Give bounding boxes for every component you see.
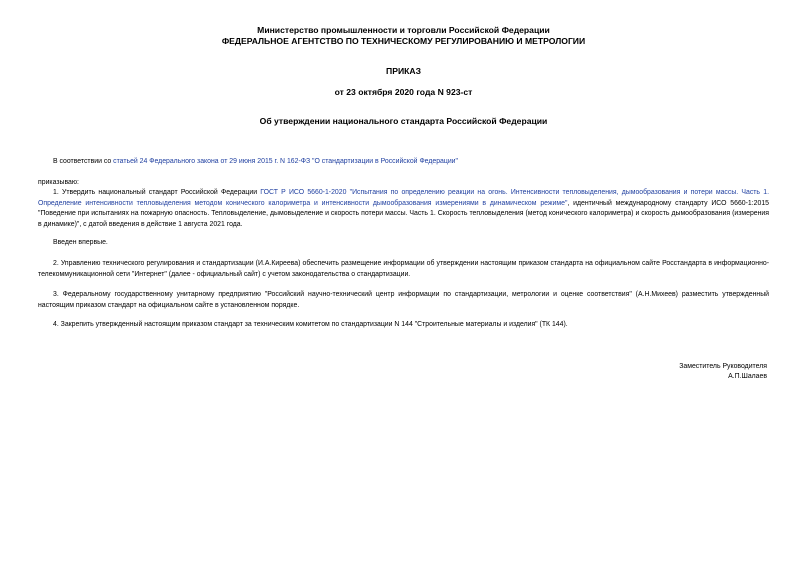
preamble-prefix: В соответствии со	[53, 158, 114, 165]
first-time-note: Введен впервые.	[53, 239, 108, 246]
law-link[interactable]: статьей 24 Федерального закона от 29 июня 2015 г. N 162-ФЗ "О стандартизации в Российской Федерации"	[113, 158, 458, 165]
item-3-paragraph: 3. Федеральному государственному унитарному предприятию "Российский научно-технический центр информации по стандартизации, метрологии и оценке соответствия" (А.Н.Михеев) разместить утвержденный настоящим приказом стандарт на официальном сайте в установленном порядке.	[38, 291, 769, 309]
signatory-name: А.П.Шалаев	[728, 373, 767, 380]
doc-subject: Об утверждении национального стандарта Российской Федерации	[259, 116, 548, 126]
signatory-position: Заместитель Руководителя	[679, 363, 767, 370]
date-number: от 23 октября 2020 года N 923-ст	[334, 87, 473, 97]
standard-link[interactable]: ГОСТ Р ИСО 5660-1-2020 "Испытания по определению реакции на огонь. Интенсивности тепловыделения, дымообразования и потери массы. Часть 1. Определение интенсивности тепловыделения методом конического калориметра и интенсивности дымообразования измерениями в динамическом режиме"	[38, 189, 769, 207]
doc-type: ПРИКАЗ	[386, 66, 421, 76]
item-4-paragraph: 4. Закрепить утвержденный настоящим приказом стандарт за техническим комитетом по стандартизации N 144 "Строительные материалы и изделия" (ТК 144).	[53, 321, 568, 328]
preamble-paragraph	[38, 157, 769, 168]
item-1-paragraph	[38, 188, 769, 230]
item-1-suffix: , идентичный международному стандарту ИСО 5660-1:2015 "Поведение при испытаниях на пожарную опасность. Тепловыделение, дымовыделение и скорость потери массы. Часть 1. Скорость тепловыделения (метод конического калориметра) и скорость дымообразования (измерения в динамике)", с датой введения в действие 1 августа 2021 года.	[38, 199, 769, 228]
item-2-paragraph: 2. Управлению технического регулирования и стандартизации (И.А.Киреева) обеспечить размещение информации об утверждении настоящим приказом стандарта на официальном сайте Росстандарта в информационно-телекоммуникационной сети "Интернет" (далее - официальный сайт) с учетом законодательства о стандартизации.	[38, 260, 769, 278]
order-word: приказываю:	[38, 179, 79, 186]
agency-title: ФЕДЕРАЛЬНОЕ АГЕНТСТВО ПО ТЕХНИЧЕСКОМУ РЕГУЛИРОВАНИЮ И МЕТРОЛОГИИ	[221, 36, 586, 46]
item-1-prefix: 1. Утвердить национальный стандарт Российской Федерации	[53, 189, 261, 196]
ministry-title: Министерство промышленности и торговли Российской Федерации	[257, 25, 550, 35]
